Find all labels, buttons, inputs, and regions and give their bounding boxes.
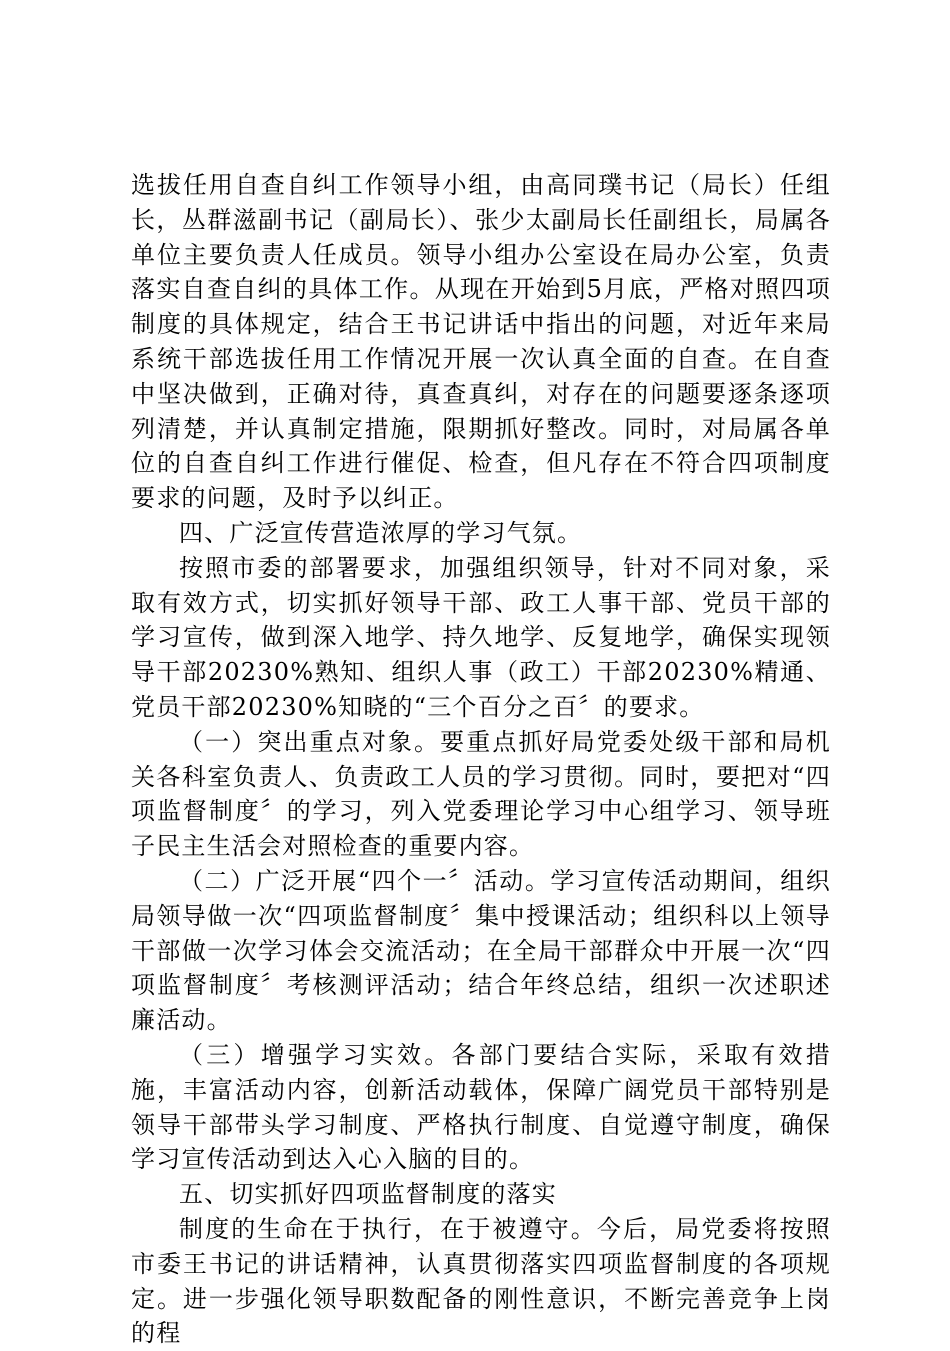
paragraph-study-effectiveness: （三）增强学习实效。各部门要结合实际，采取有效措施，丰富活动内容，创新活动载体，保障广阔党员干部特别是领导干部带头学习制度、严格执行制度、自觉遵守制度，确保学习宣传活动到达入心入脑的目的。 (131, 1040, 831, 1174)
document-page (131, 168, 831, 1351)
paragraph-key-targets: （一）突出重点对象。要重点抓好局党委处级干部和局机关各科室负责人、负责政工人员的学习贯彻。同时，要把对“四项监督制度〞的学习，列入党委理论学习中心组学习、领导班子民主生活会对照检查的重要内容。 (131, 727, 831, 861)
paragraph-leadership-group: 选拔任用自查自纠工作领导小组，由高同璞书记（局长）任组长，丛群滋副书记（副局长）、张少太副局长任副组长，局属各单位主要负责人任成员。领导小组办公室设在局办公室，负责落实自查自纠的具体工作。从现在开始到5月底，严格对照四项制度的具体规定，结合王书记讲话中指出的问题，对近年来局系统干部选拔任用工作情况开展一次认真全面的自查。在自查中坚决做到，正确对待，真查真纠，对存在的问题要逐条逐项列清楚，并认真制定措施，限期抓好整改。同时，对局属各单位的自查自纠工作进行催促、检查，但凡存在不符合四项制度要求的问题，及时予以纠正。 (131, 171, 831, 513)
paragraph-four-ones-activities: （二）广泛开展“四个一〞活动。学习宣传活动期间，组织局领导做一次“四项监督制度〞集中授课活动；组织科以上领导干部做一次学习体会交流活动；在全局干部群众中开展一次“四项监督制度〞考核测评活动；结合年终总结，组织一次述职述廉活动。 (131, 866, 831, 1035)
section-heading-five: 五、切实抓好四项监督制度的落实 (179, 1180, 557, 1209)
section-heading-four: 四、广泛宣传营造浓厚的学习气氛。 (179, 518, 583, 547)
paragraph-implementation: 制度的生命在于执行，在于被遵守。今后，局党委将按照市委王书记的讲话精神，认真贯彻落实四项监督制度的各项规定。进一步强化领导职数配备的刚性意识，不断完善竞争上岗的程 (131, 1214, 831, 1348)
paragraph-study-requirements: 按照市委的部署要求，加强组织领导，针对不同对象，采取有效方式，切实抓好领导干部、政工人事干部、党员干部的学习宣传，做到深入地学、持久地学、反复地学，确保实现领导干部20230%熟知、组织人事（政工）干部20230%精通、党员干部20230%知晓的“三个百分之百〞的要求。 (131, 553, 831, 721)
